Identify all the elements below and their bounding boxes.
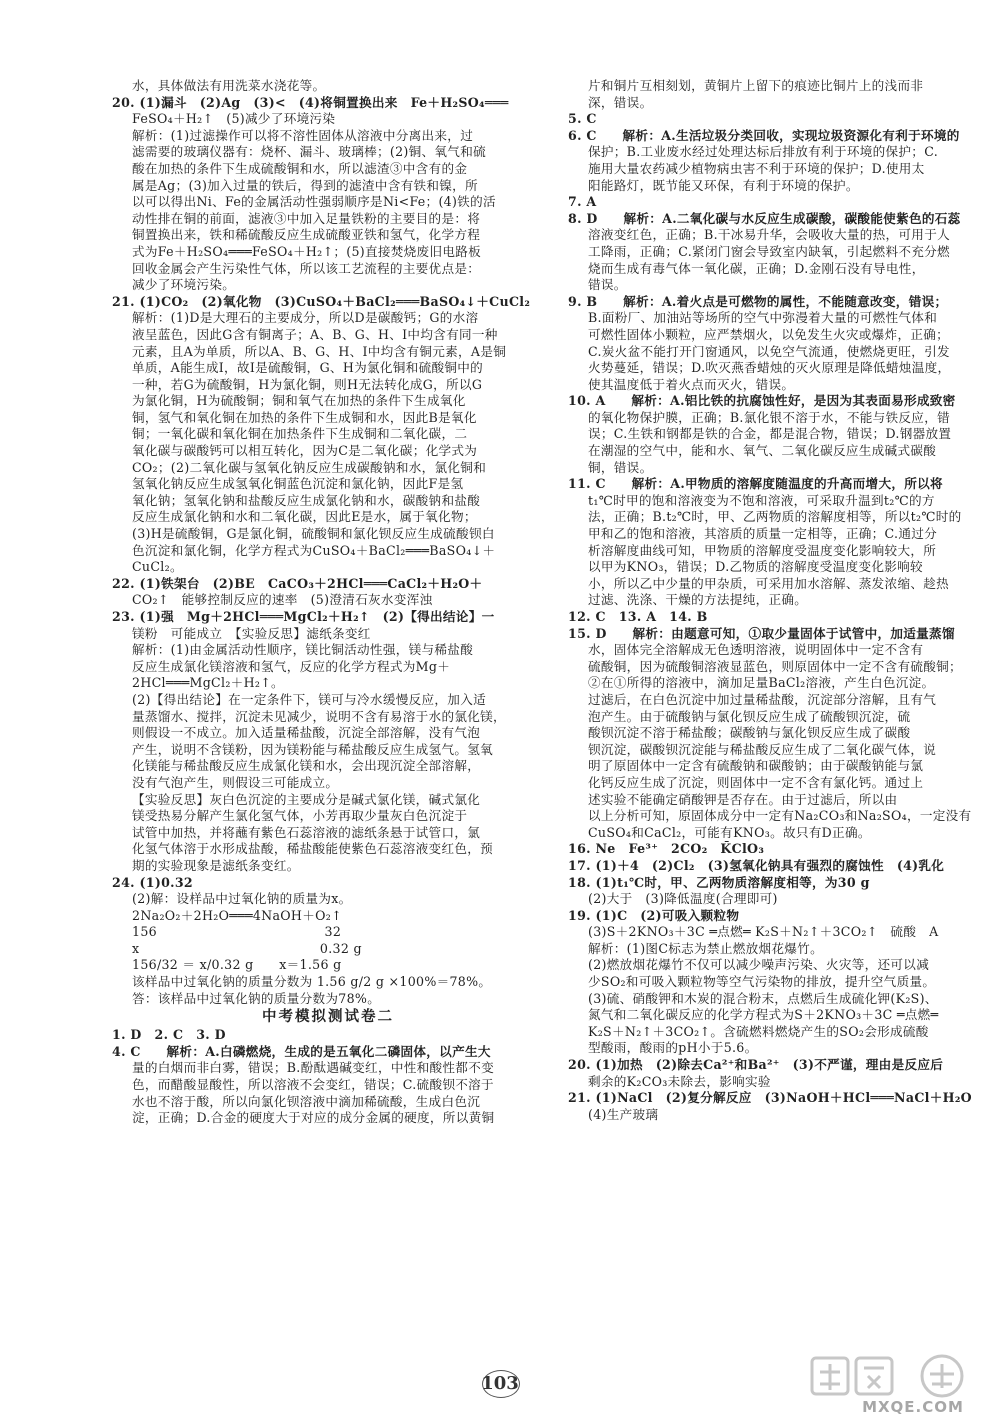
right-column-line: 小，所以乙中少量的甲杂质，可采用加水溶解、蒸发浓缩、趁热 (588, 575, 950, 591)
right-column-line: CuSO₄和CaCl₂，可能有KNO₃。故只有D正确。 (588, 824, 871, 840)
right-column-line: 18. (1)t₁℃时，甲、乙两物质溶解度相等，为30 g (568, 874, 870, 890)
left-column-line: 氧化碳与碳酸钙可以相互转化，因为C是二氧化碳；化学式为 (132, 443, 478, 459)
watermark-text: MXQE.COM (862, 1398, 964, 1416)
left-column (112, 78, 544, 1127)
left-column-line: 铜，氢气和氧化铜在加热的条件下生成铜和水，因此B是氧化 (132, 409, 477, 425)
right-column-line: B.面粉厂、加油站等场所的空气中弥漫着大量的可燃性气体和 (588, 310, 938, 326)
left-column-line: 156 32 (132, 924, 342, 940)
left-column-line: 23. (1)强 Mg＋2HCl═══MgCl₂＋H₂↑ (2)【得出结论】一 (112, 609, 495, 624)
right-column-line: 施用大量农药减少植物病虫害不利于环境的保护；D.使用太 (588, 160, 925, 176)
left-column-line: 解析：(1)D是大理石的主要成分，所以D是碳酸钙；G的水溶 (132, 310, 479, 326)
right-column-line: 铜，错误。 (588, 459, 653, 475)
left-column-line: 24. (1)0.32 (112, 874, 193, 890)
right-column-line: 溶液变红色，正确；B.干冰易升华，会吸收大量的热，可用于人 (588, 227, 950, 243)
left-column-line: 试管中加热，并将蘸有紫色石蕊溶液的滤纸条悬于试管口，氯 (132, 824, 481, 840)
right-column-line: 型酸雨，酸雨的pH小于5.6。 (588, 1040, 758, 1056)
right-column-line: 15. D 解析：由题意可知，①取少量固体于试管中，加适量蒸馏 (568, 625, 955, 641)
left-column-line: 氧化钠；氢氧化钠和盐酸反应生成氯化钠和水，碳酸钠和盐酸 (132, 492, 481, 508)
right-column-line: 9. B 解析：A.着火点是可燃物的属性，不能随意改变，错误； (568, 293, 948, 309)
right-column-line: 氮气和二氧化碳反应的化学方程式为S＋2KNO₃＋3C ═点燃═ (588, 1007, 939, 1023)
right-column-line: 述实验不能确定硝酸钾是否存在。由于过滤后，所以由 (588, 791, 898, 807)
right-column-line: 可燃性固体小颗粒，应严禁烟火，以免发生火灾或爆炸，正确； (588, 326, 950, 342)
right-column-line: 烧而生成有毒气体一氧化碳，正确；D.金刚石没有导电性， (588, 260, 925, 276)
left-column-line: 没有气泡产生，则假设三可能成立。 (132, 774, 339, 790)
right-column-line: (3)S＋2KNO₃＋3C ═点燃═ K₂S＋N₂↑＋3CO₂↑ 硫酸 A (588, 924, 939, 940)
right-column-line: 11. C 解析：A.甲物质的溶解度随温度的升高而增大，所以将 (568, 476, 943, 492)
left-column-line: 中考模拟测试卷二 (262, 1008, 394, 1026)
left-column-line: (3)H是硫酸铜，G是氯化铜，硫酸铜和氯化钡反应生成硫酸钡白 (132, 526, 495, 542)
left-column-line: 液呈蓝色，因此G含有铜离子；A、B、G、H、I中均含有同一种 (132, 326, 498, 342)
left-column-line: 铜置换出来，铁和稀硫酸反应生成硫酸亚铁和氢气，化学方程 (132, 227, 481, 243)
right-column-line: 法，正确；B.t₂℃时，甲、乙两物质的溶解度相等，所以t₂℃时的 (588, 509, 962, 525)
right-column-line: 6. C 解析：A.生活垃圾分类回收，实现垃圾资源化有利于环境的 (568, 127, 960, 143)
left-column-line: 解析：(1)过滤操作可以将不溶性固体从溶液中分离出来，过 (132, 127, 474, 143)
left-column-line: 化镁能与稀盐酸反应生成氯化镁和水，会出现沉淀全部溶解， (132, 758, 481, 774)
left-column-line: (2)【得出结论】在一定条件下，镁可与冷水缓慢反应，加入适 (132, 691, 486, 707)
left-column-line: 滤需要的玻璃仪器有：烧杯、漏斗、玻璃棒；(2)铜、氧气和硫 (132, 144, 486, 160)
right-column-line: 20. (1)加热 (2)除去Ca²⁺和Ba²⁺ (3)不严谨，理由是反应后 (568, 1057, 944, 1073)
right-column-line: 甲和乙的饱和溶液，其溶质的质量一定相等，正确；C.通过分 (588, 526, 938, 542)
left-column-line: 4. C 解析：A.白磷燃烧，生成的是五氧化二磷固体，以产生大 (112, 1043, 491, 1059)
left-column-line: 该样品中过氧化钠的质量分数为 1.56 g/2 g ×100%＝78%。 (132, 974, 492, 990)
left-column-line: 酸在加热的条件下生成硫酸铜和水，所以滤渣③中含有的金 (132, 160, 468, 176)
right-column-line: 火势蔓延，错误；D.吹灭燕香蜡烛的灭火原理是降低蜡烛温度， (588, 360, 951, 376)
left-column-line: 【实验反思】灰白色沉淀的主要成分是碱式氯化镁，碱式氯化 (132, 791, 481, 807)
left-column-line: CO₂；(2)二氧化碳与氢氧化钠反应生成碳酸钠和水，氯化铜和 (132, 459, 487, 475)
right-column-line: (4)生产玻璃 (588, 1106, 659, 1122)
right-column-line: 12. C 13. A 14. B (568, 609, 708, 624)
right-column-line: 硫酸铜，因为硫酸铜溶液显蓝色，则原固体中一定不含有硫酸铜； (588, 658, 962, 674)
left-column-line: 产生，说明不含镁粉，因为镁粉能与稀盐酸反应生成氢气。氢氧 (132, 741, 494, 757)
right-column-line: 过滤后，在白色沉淀中加过量稀盐酸，沉淀部分溶解，且有气 (588, 691, 937, 707)
left-column-line: 解析：(1)由金属活动性顺序，镁比铜活动性强，镁与稀盐酸 (132, 642, 474, 658)
left-column-line: 反应生成氯化镁溶液和氢气，反应的化学方程式为Mg＋ (132, 658, 451, 674)
left-column-line: 水也不溶于酸，所以向氯化钡溶液中滴加稀硫酸，生成白色沉 (132, 1093, 481, 1109)
left-column-line: 氢氧化钠反应生成氢氧化铜蓝色沉淀和氯化钠，因此F是氢 (132, 476, 464, 492)
left-column-line: 156/32 ＝ x/0.32 g x＝1.56 g (132, 957, 342, 973)
left-column-line: 色，而醋酸显酸性，所以溶液不会变红，错误；C.硫酸钡不溶于 (132, 1077, 494, 1093)
left-column-line: 反应生成氯化钠和水和二氧化碳，因此E是水，属于氧化物； (132, 509, 477, 525)
left-column-line: 色沉淀和氯化铜，化学方程式为CuSO₄＋BaCl₂═══BaSO₄↓＋ (132, 542, 496, 558)
right-column-line: 使其温度低于着火点而灭火，错误。 (588, 376, 795, 392)
left-column-line: 21. (1)CO₂ (2)氧化物 (3)CuSO₄＋BaCl₂═══BaSO₄↓＋CuCl₂ (112, 293, 531, 309)
left-column-line: FeSO₄＋H₂↑ (5)减少了环境污染 (132, 111, 336, 127)
right-column-line: 5. C (568, 111, 597, 127)
left-column-line: 元素，且A为单质，所以A、B、G、H、I中均含有铜元素，A是铜 (132, 343, 507, 359)
left-column-line: 20. (1)漏斗 (2)Ag (3)< (4)将铜置换出来 Fe＋H₂SO₄═══ (112, 94, 509, 110)
left-column-line: 22. (1)铁架台 (2)BE CaCO₃＋2HCl═══CaCl₂＋H₂O＋ (112, 575, 483, 591)
left-column-line: 则假设一不成立。加入适量稀盐酸，沉淀全部溶解，没有气泡 (132, 725, 481, 741)
right-column-line: (3)硫、硝酸钾和木炭的混合粉末，点燃后生成硫化钾(K₂S)、 (588, 990, 938, 1006)
right-column-line: 酸钡沉淀不溶于稀盐酸；碳酸钠与氯化钡反应生成了碳酸 (588, 725, 911, 741)
right-column-line: C.炭火盆不能打开门窗通风，以免空气流通，使燃烧更旺，引发 (588, 343, 950, 359)
left-column-line: 单质，A能生成I，故I是硫酸铜，G、H为氯化铜和硫酸铜中的 (132, 360, 484, 376)
left-column-line: 镁受热易分解产生氯化氢气体，小芳再取少量灰白色沉淀于 (132, 808, 468, 824)
left-column-line: 期的实验现象是滤纸条变红。 (132, 857, 300, 873)
right-column (568, 78, 990, 1123)
right-column-line: 片和铜片互相刻划，黄铜片上留下的痕迹比铜片上的浅而非 (588, 78, 924, 93)
left-column-line: 动性排在铜的前面，滤液③中加入足量铁粉的主要目的是：将 (132, 210, 481, 226)
left-column-line: 铜；一氧化碳和氧化铜在加热条件下生成铜和二氧化碳，二 (132, 426, 468, 442)
left-column-line: 以可以得出Ni、Fe的金属活动性强弱顺序是Ni<Fe；(4)铁的活 (132, 194, 496, 210)
right-column-line: 阳能路灯，既节能又环保，有利于环境的保护。 (588, 177, 859, 193)
page-number-text: 103 (481, 1372, 519, 1394)
page-number (474, 1366, 526, 1400)
right-column-line: 钡沉淀，碳酸钡沉淀能与稀盐酸反应生成了二氧化碳气体，说 (588, 741, 937, 757)
right-column-line: 7. A (568, 194, 597, 210)
right-column-line: 解析：(1)图C标志为禁止燃放烟花爆竹。 (588, 940, 823, 956)
left-column-line: 水，具体做法有用洗菜水浇花等。 (132, 78, 326, 93)
right-column-line: t₁℃时甲的饱和溶液变为不饱和溶液，可采取升温到t₂℃的方 (588, 492, 935, 508)
right-column-line: (2)燃放烟花爆竹不仅可以减少噪声污染、火灾等，还可以减 (588, 957, 930, 973)
left-column-line: 减少了环境污染。 (132, 277, 236, 293)
right-column-line: 10. A 解析：A.铝比铁的抗腐蚀性好，是因为其表面易形成致密 (568, 393, 956, 409)
right-column-line: 过滤、洗涤、干燥的方法提纯，正确。 (588, 592, 808, 608)
left-column-line: CO₂↑ 能够控制反应的速率 (5)澄清石灰水变浑浊 (132, 592, 433, 608)
right-column-line: 工降雨，正确；C.紧闭门窗会导致室内缺氧，引起燃料不充分燃 (588, 243, 950, 259)
left-column-line: 为氯化铜，H为硫酸铜；铜和氧气在加热的条件下生成氧化 (132, 393, 466, 409)
right-column-line: 17. (1)＋4 (2)Cl₂ (3)氢氧化钠具有强烈的腐蚀性 (4)乳化 (568, 857, 945, 873)
left-column-line: 回收金属会产生污染性气体，所以该工艺流程的主要优点是： (132, 260, 481, 276)
left-column-line: (2)解：设样品中过氧化钠的质量为x。 (132, 891, 352, 907)
right-column-line: 误；C.生铁和钢都是铁的合金，都是混合物，错误；D.钢器放置 (588, 426, 952, 442)
right-column-line: 的氧化物保护膜，正确；B.氯化银不溶于水，不能与铁反应，错 (588, 409, 950, 425)
left-column-line: 淀，正确；D.合金的硬度大于对应的成分金属的硬度，所以黄铜 (132, 1110, 495, 1126)
right-column-line: ②在①所得的溶液中，滴加足量BaCl₂溶液，产生白色沉淀。 (588, 675, 935, 691)
right-column-line: 8. D 解析：A.二氧化碳与水反应生成碳酸，碳酸能使紫色的石蕊 (568, 210, 961, 226)
right-column-line: 以上分析可知，原固体成分中一定有Na₂CO₃和Na₂SO₄，一定没有 (588, 808, 972, 824)
right-column-line: 保护；B.工业废水经过处理达标后排放有利于环境的保护；C. (588, 144, 938, 160)
right-column-line: 泡产生。由于硫酸钠与氯化钡反应生成了硫酸钡沉淀，硫 (588, 708, 911, 724)
right-column-line: 错误。 (588, 277, 627, 293)
left-column-line: 量蒸馏水、搅拌，沉淀未见减少，说明不含有易溶于水的氯化镁， (132, 708, 506, 724)
right-column-line: (2)大于 (3)降低温度(合理即可) (588, 891, 778, 907)
left-column-line: x 0.32 g (132, 940, 362, 956)
right-column-line: 在潮湿的空气中，能和水、氧气、二氧化碳反应生成碱式碳酸 (588, 443, 937, 459)
left-column-line: 1. D 2. C 3. D (112, 1027, 226, 1043)
right-column-line: 剩余的K₂CO₃未除去，影响实验 (588, 1073, 771, 1089)
left-column-line: CuCl₂。 (132, 559, 183, 575)
right-column-line: 以甲为KNO₃，错误；D.乙物质的溶解度受温度变化影响较 (588, 559, 923, 575)
right-column-line: 水，固体完全溶解成无色透明溶液，说明固体中一定不含有 (588, 642, 924, 658)
right-column-line: K₂S＋N₂↑＋3CO₂↑。含硫燃料燃烧产生的SO₂会形成硫酸 (588, 1023, 929, 1039)
right-column-line: 化钙反应生成了沉淀，则固体中一定不含有氯化钙。通过上 (588, 774, 924, 790)
left-column-line: 式为Fe＋H₂SO₄═══FeSO₄＋H₂↑；(5)直接焚烧废旧电路板 (132, 243, 482, 259)
right-column-line: 少SO₂和可吸入颗粒物等空气污染物的排放，提升空气质量。 (588, 974, 936, 990)
right-column-line: 16. Ne Fe³⁺ 2CO₂ K̄ClO₃ (568, 841, 765, 857)
right-column-line: 析溶解度曲线可知，甲物质的溶解度受温度变化影响较大，所 (588, 542, 937, 558)
right-column-line: 21. (1)NaCl (2)复分解反应 (3)NaOH＋HCl═══NaCl＋H₂O (568, 1090, 972, 1106)
left-column-line: 一种，若G为硫酸铜，H为氯化铜，则H无法转化成G，所以G (132, 376, 483, 392)
left-column-line: 2Na₂O₂＋2H₂O═══4NaOH＋O₂↑ (132, 907, 342, 923)
left-column-line: 答：该样品中过氧化钠的质量分数为78%。 (132, 990, 381, 1006)
left-column-line: 化氢气体溶于水形成盐酸，稀盐酸能使紫色石蕊溶液变红色，预 (132, 841, 494, 857)
left-column-line: 镁粉 可能成立 【实验反思】滤纸条变红 (132, 625, 371, 641)
right-column-line: 深，错误。 (588, 94, 653, 110)
left-column-line: 2HCl═══MgCl₂＋H₂↑。 (132, 675, 284, 691)
right-column-line: 19. (1)C (2)可吸入颗粒物 (568, 907, 740, 923)
right-column-line: 明了原固体中一定含有硫酸钠和碳酸钠；由于碳酸钠能与氯 (588, 758, 924, 774)
left-column-line: 属是Ag；(3)加入过量的铁后，得到的滤渣中含有铁和镍，所 (132, 177, 478, 193)
left-column-line: 量的白烟而非白雾，错误；B.酚酞遇碱变红，中性和酸性都不变 (132, 1060, 494, 1076)
